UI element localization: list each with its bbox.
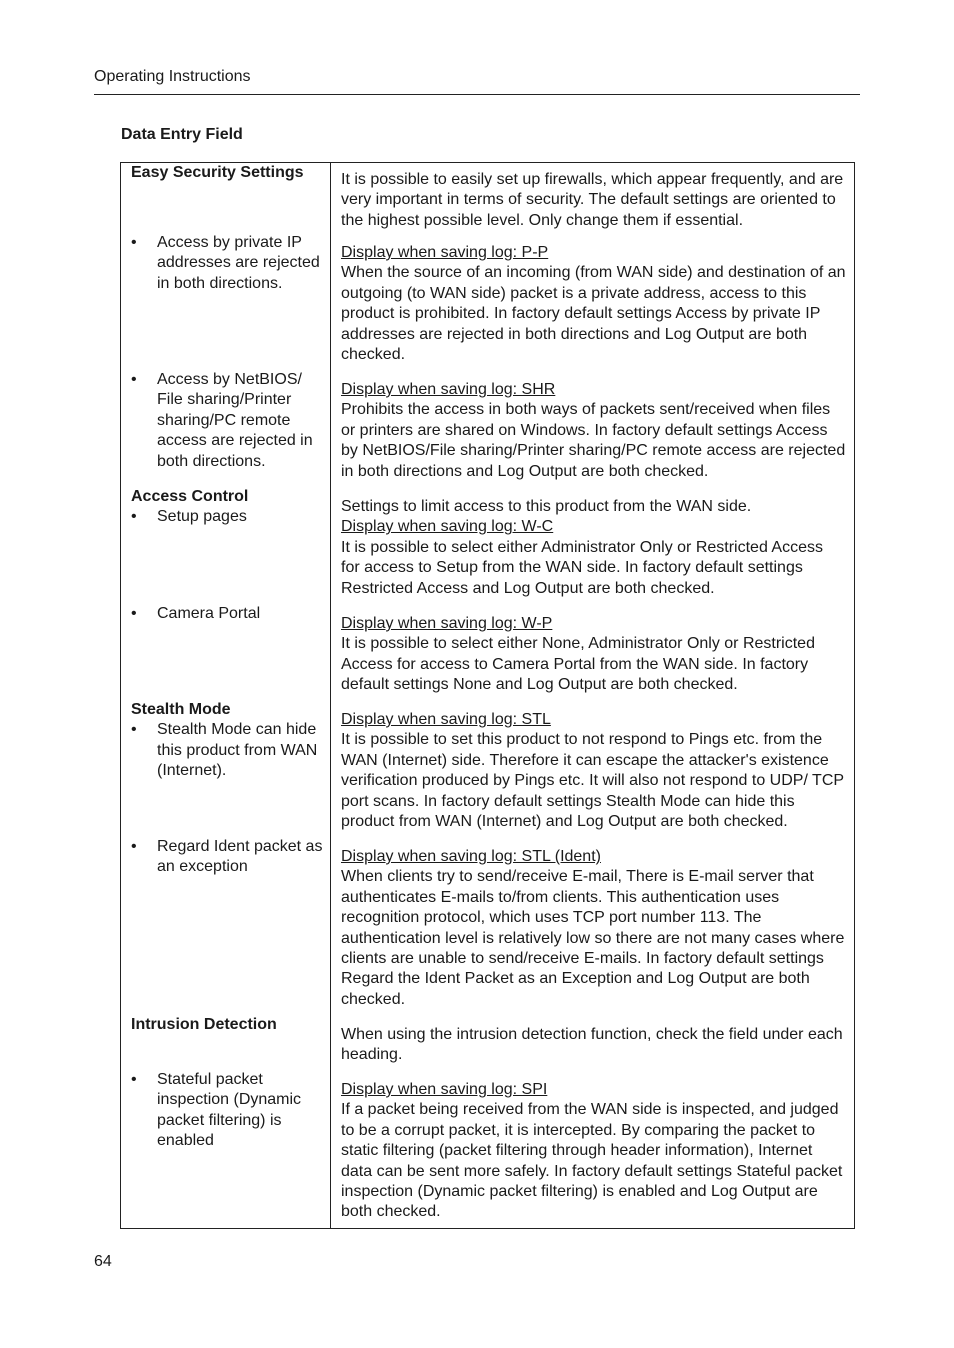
row-description: When the source of an incoming (from WAN side) and destination of an outgoing (to WAN side) packet is a private address, access to this product is prohibited. In factory default settings Access by private IP addresses are rejected in both directions and Log Output are both checked.	[341, 264, 846, 364]
row-description: It is possible to select either None, Administrator Only or Restricted Access for access to Camera Portal from the WAN side. In factory default settings None and Log Output are both checked.	[341, 635, 815, 694]
row-description: It is possible to easily set up firewalls, which appear frequently, and are very important in terms of security. The default settings are oriented to the highest possible level. Only change them if essential.	[341, 171, 844, 229]
row-bullet-text: Access by NetBIOS/ File sharing/Printer sharing/PC remote access are rejected in both directions.	[157, 371, 313, 470]
table-row	[121, 487, 854, 604]
row-description: Prohibits the access in both ways of packets sent/received when files or printers are shared on Windows. In factory default settings Access by NetBIOS/File sharing/Printer sharing/PC remote access are rejected in both directions and Log Output are both checked.	[341, 401, 846, 480]
bullet-icon: •	[131, 838, 137, 855]
table-row	[121, 700, 854, 837]
page-number: 64	[94, 1253, 112, 1270]
table-row	[121, 837, 854, 1015]
row-bullet-text: Regard Ident packet as an exception	[157, 838, 323, 876]
row-description: When using the intrusion detection function, check the field under each heading.	[341, 1026, 843, 1064]
list-item	[131, 1070, 326, 1152]
list-item	[131, 370, 326, 472]
log-label: Display when saving log: P-P	[341, 244, 549, 261]
log-label: Display when saving log: W-C	[341, 518, 554, 536]
row-bullet-text: Access by private IP addresses are rejected in both directions.	[157, 234, 320, 292]
list-item	[131, 507, 326, 527]
row-heading: Stealth Mode	[131, 701, 231, 718]
row-description: It is possible to select either Administrator Only or Restricted Access for access to Setup from the WAN side. In factory default settings Restricted Access and Log Output are both checked.	[341, 538, 823, 597]
section-title: Data Entry Field	[121, 126, 243, 143]
row-heading: Intrusion Detection	[131, 1016, 277, 1033]
running-header: Operating Instructions	[94, 68, 251, 85]
row-bullet-text: Setup pages	[157, 508, 247, 526]
table-row	[121, 1015, 854, 1070]
table-row	[121, 370, 854, 487]
list-item	[131, 837, 326, 878]
row-description: It is possible to set this product to not respond to Pings etc. from the WAN (Internet) side. Therefore it can escape the attacker's existence verification produced by Pings etc. It will also not respond to UDP/ TCP port scans. In factory default settings Stealth Mode can hide this product from WAN (Internet) and Log Output are both checked.	[341, 731, 844, 831]
table-row	[121, 163, 854, 233]
list-item	[131, 604, 326, 624]
row-description: If a packet being received from the WAN side is inspected, and judged to be a corrupt packet, it is intercepted. By comparing the packet to static filtering (packet filtering through header information), Internet data can be sent more safely. In factory default settings Stateful packet inspection (Dynamic packet filtering) is enabled and Log Output are both checked.	[341, 1101, 843, 1221]
bullet-icon: •	[131, 371, 137, 388]
header-rule	[94, 94, 860, 95]
table-row	[121, 1070, 854, 1228]
log-label: Display when saving log: SPI	[341, 1081, 548, 1098]
bullet-icon: •	[131, 1071, 137, 1088]
row-bullet-text: Stateful packet inspection (Dynamic packet filtering) is enabled	[157, 1071, 302, 1150]
row-description: When clients try to send/receive E-mail, There is E-mail server that authenticates E-mails to/from clients. This authentication uses recognition protocol, which uses TCP port number 113. The authentication level is relatively low so there are not many cases where clients are unable to send/receive E-mails. In factory default settings Regard the Ident Packet as an Exception and Log Output are both checked.	[341, 868, 845, 1008]
row-heading: Easy Security Settings	[131, 164, 304, 181]
bullet-icon: •	[131, 234, 137, 251]
row-bullet-text: Camera Portal	[157, 605, 261, 622]
bullet-icon: •	[131, 721, 137, 739]
bullet-icon: •	[131, 605, 137, 622]
table-row	[121, 233, 854, 370]
list-item	[131, 233, 326, 294]
log-label: Display when saving log: W-P	[341, 615, 553, 632]
settings-table	[120, 162, 855, 1229]
log-label: Display when saving log: STL	[341, 711, 551, 728]
row-heading: Access Control	[131, 488, 249, 505]
row-bullet-text: Stealth Mode can hide this product from WAN (Internet).	[157, 721, 318, 780]
row-intro: Settings to limit access to this product from the WAN side.	[341, 498, 752, 515]
table-row	[121, 604, 854, 700]
list-item	[131, 720, 326, 781]
bullet-icon: •	[131, 508, 137, 526]
log-label: Display when saving log: STL (Ident)	[341, 848, 601, 865]
log-label: Display when saving log: SHR	[341, 381, 556, 398]
